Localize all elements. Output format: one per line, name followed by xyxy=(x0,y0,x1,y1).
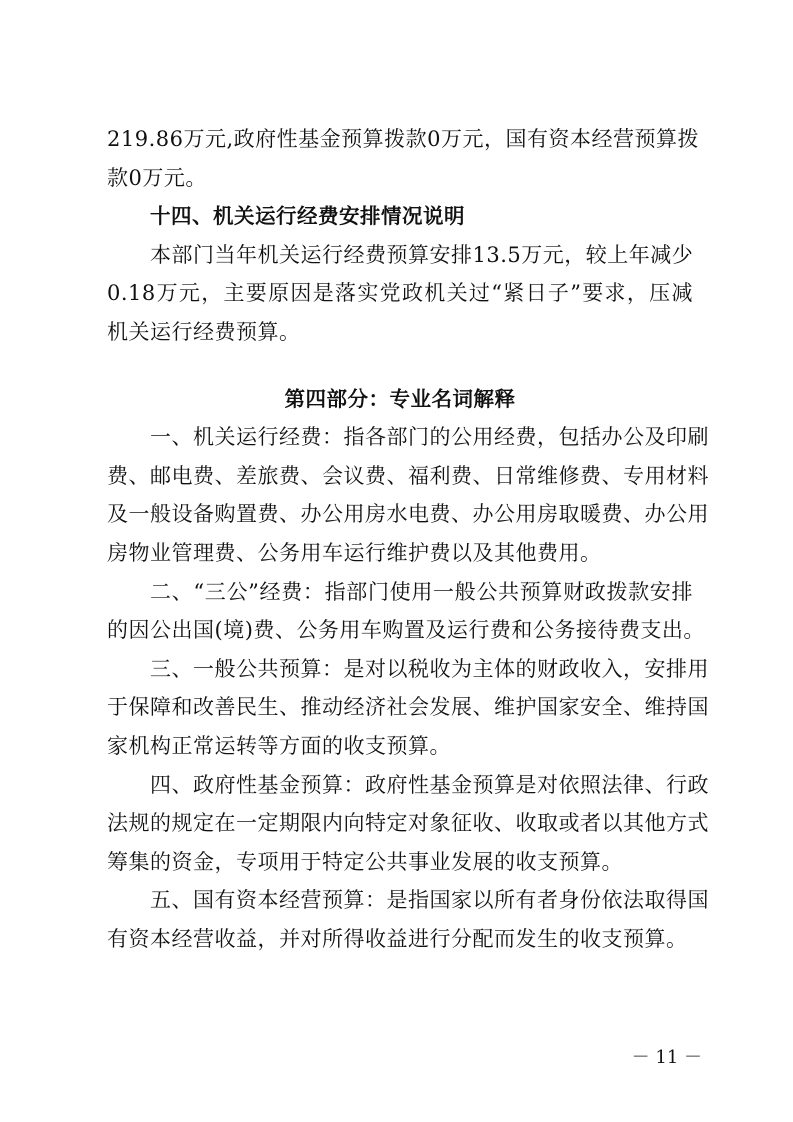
paragraph-line: 机关运行经费预算。 xyxy=(107,319,301,344)
paragraph-line: 219.86万元,政府性基金预算拨款0万元，国有资本经营预算拨 xyxy=(107,127,700,151)
paragraph-line: 款0万元。 xyxy=(107,165,207,190)
paragraph-line: 及一般设备购置费、办公用房水电费、办公用房取暖费、办公用 xyxy=(107,502,709,527)
section-heading-14: 十四、机关运行经费安排情况说明 xyxy=(150,204,465,229)
paragraph-line: 家机构正常运转等方面的收支预算。 xyxy=(107,733,451,758)
paragraph-line: 一、机关运行经费：指各部门的公用经费，包括办公及印刷 xyxy=(150,425,709,450)
paragraph-line: 二、“三公”经费：指部门使用一般公共预算财政拨款安排 xyxy=(150,579,693,604)
paragraph-line: 三、一般公共预算：是对以税收为主体的财政收入，安排用 xyxy=(150,656,709,681)
paragraph-line: 0.18万元，主要原因是落实党政机关过“紧日子”要求，压减 xyxy=(107,281,693,306)
paragraph-line: 有资本经营收益，并对所得收益进行分配而发生的收支预算。 xyxy=(107,926,688,951)
document-page xyxy=(107,120,709,958)
paragraph-line: 于保障和改善民生、推动经济社会发展、维护国家安全、维持国 xyxy=(107,695,709,720)
paragraph-line: 五、国有资本经营预算：是指国家以所有者身份依法取得国 xyxy=(150,888,709,913)
section-title-part4: 第四部分：专业名词解释 xyxy=(284,386,516,411)
paragraph-line: 法规的规定在一定期限内向特定对象征收、收取或者以其他方式 xyxy=(107,811,709,836)
paragraph-line: 四、政府性基金预算：政府性基金预算是对依照法律、行政 xyxy=(150,772,709,797)
paragraph-line: 的因公出国(境)费、公务用车购置及运行费和公务接待费支出。 xyxy=(107,618,705,643)
paragraph-line: 本部门当年机关运行经费预算安排13.5万元，较上年减少 xyxy=(150,242,694,267)
page-number: － 11 － xyxy=(631,1047,702,1068)
paragraph-line: 房物业管理费、公务用车运行维护费以及其他费用。 xyxy=(107,540,602,565)
paragraph-line: 筹集的资金，专项用于特定公共事业发展的收支预算。 xyxy=(107,849,623,874)
paragraph-line: 费、邮电费、差旅费、会议费、福利费、日常维修费、专用材料 xyxy=(107,463,709,488)
